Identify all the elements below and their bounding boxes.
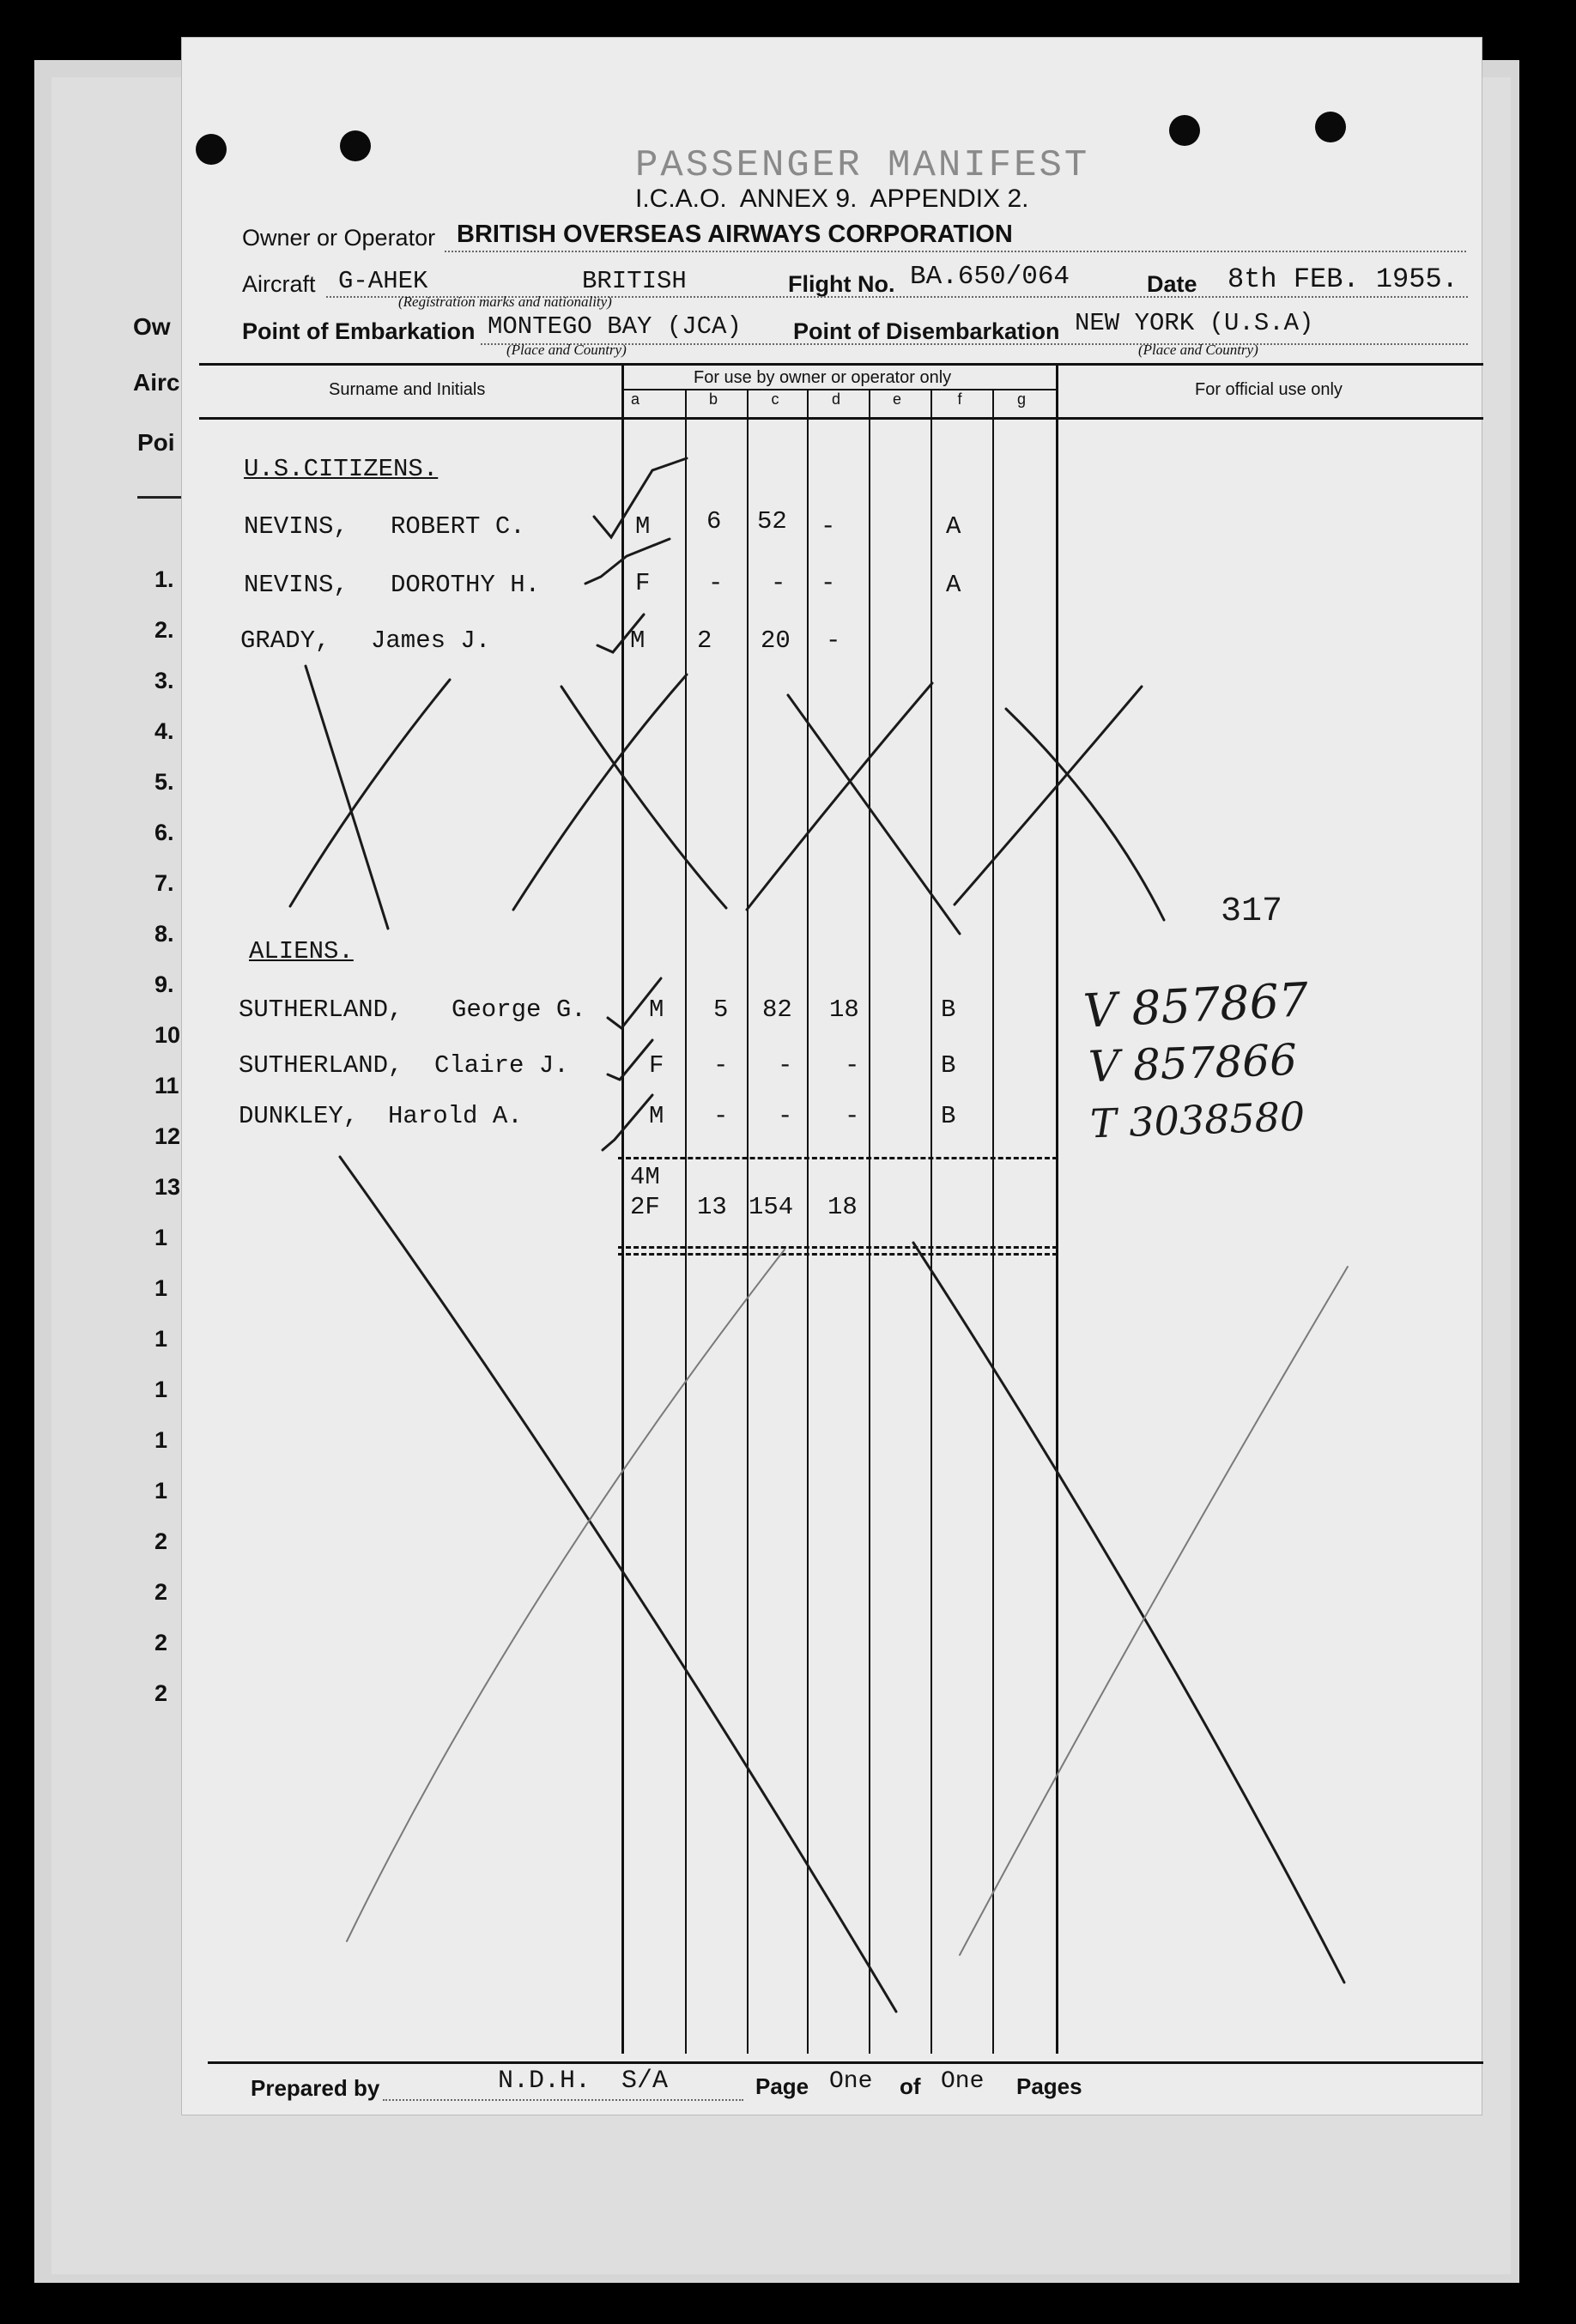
page-value: One	[829, 2068, 873, 2095]
official-note: 317	[1221, 893, 1283, 931]
under-sheet-line-number: 2.	[155, 617, 174, 643]
under-sheet-line-number: 1	[155, 1275, 168, 1301]
under-sheet-line-number: 1	[155, 1225, 168, 1250]
passenger-col-f: B	[941, 1051, 956, 1080]
under-sheet-label-owner: Ow	[133, 313, 171, 340]
official-use-header: For official use only	[1195, 380, 1343, 399]
under-sheet-line-number: 1	[155, 1427, 168, 1453]
passenger-initials: James J.	[371, 626, 491, 655]
under-sheet-label-aircraft: Airc	[133, 369, 180, 396]
total-col-d: 18	[827, 1193, 858, 1221]
under-sheet-line-number: 8.	[155, 921, 174, 947]
total-col-b: 13	[697, 1193, 727, 1221]
column-header-c: c	[771, 390, 779, 408]
passenger-col-c: 82	[762, 996, 792, 1024]
aircraft-label: Aircraft	[242, 271, 316, 297]
embarkation-value: MONTEGO BAY (JCA)	[488, 312, 742, 341]
under-sheet-line-number: 1	[155, 1478, 168, 1504]
date-value: 8th FEB. 1955.	[1227, 263, 1458, 295]
passenger-col-f: A	[946, 512, 961, 541]
under-sheet-line-number: 2	[155, 1630, 168, 1655]
owner-use-header: For use by owner or operator only	[694, 368, 952, 387]
check-mark	[608, 978, 661, 1028]
column-header-e: e	[892, 390, 901, 408]
footer-top-rule	[208, 2061, 1483, 2064]
under-sheet-line-number: 4.	[155, 718, 174, 744]
passenger-col-c: 20	[761, 626, 791, 655]
passenger-col-b: 2	[697, 626, 712, 655]
under-sheet-line-number: 6.	[155, 820, 174, 845]
passenger-col-b: -	[713, 1102, 729, 1130]
column-header-g: g	[1016, 390, 1026, 408]
check-mark	[594, 458, 687, 537]
check-mark	[597, 614, 644, 652]
owner-value: BRITISH OVERSEAS AIRWAYS CORPORATION	[457, 221, 1013, 248]
under-sheet-line-number: 10	[155, 1022, 181, 1048]
flight-label: Flight No.	[788, 271, 895, 297]
of-label: of	[900, 2073, 921, 2099]
surname-header: Surname and Initials	[329, 380, 486, 399]
passenger-surname: SUTHERLAND,	[239, 1051, 403, 1080]
under-sheet-line-number: 9.	[155, 971, 174, 997]
passenger-surname: NEVINS,	[244, 512, 349, 541]
total-col-c: 154	[749, 1193, 794, 1221]
flight-number: BA.650/064	[910, 262, 1070, 292]
passenger-col-d: -	[826, 626, 841, 655]
official-note: V 857867	[1082, 972, 1310, 1038]
under-sheet-line-number: 1	[155, 1326, 168, 1352]
of-value: One	[941, 2068, 985, 2095]
manifest-subtitle: I.C.A.O. ANNEX 9. APPENDIX 2.	[635, 185, 1029, 213]
column-header-d: d	[831, 390, 840, 408]
passenger-col-c: -	[771, 569, 786, 597]
total-females: 2F	[630, 1193, 660, 1221]
passenger-col-d: -	[845, 1051, 860, 1080]
owner-label: Owner or Operator	[242, 225, 436, 251]
under-sheet-line-number: 5.	[155, 769, 174, 795]
passenger-initials: DOROTHY H.	[391, 571, 541, 599]
check-mark	[608, 1040, 652, 1080]
under-sheet-line-number: 2	[155, 1579, 168, 1605]
under-sheet-line-number: 2	[155, 1528, 168, 1554]
group-heading-us-citizens: U.S.CITIZENS.	[244, 455, 439, 483]
column-header-a: a	[630, 390, 639, 408]
aircraft-registration: G-AHEK	[338, 267, 428, 295]
under-sheet-line-number: 11	[155, 1073, 179, 1098]
date-label: Date	[1147, 271, 1197, 297]
passenger-col-c: -	[778, 1051, 793, 1080]
page-label: Page	[755, 2073, 809, 2099]
passenger-col-b: -	[713, 1051, 729, 1080]
passenger-surname: DUNKLEY,	[239, 1102, 359, 1130]
under-sheet-line-number: 13	[155, 1174, 181, 1200]
passenger-sex: M	[635, 512, 651, 541]
check-mark	[603, 1095, 652, 1150]
column-header-b: b	[708, 390, 718, 408]
disembarkation-value: NEW YORK (U.S.A)	[1075, 309, 1314, 337]
passenger-col-d: -	[821, 512, 836, 541]
embarkation-label: Point of Embarkation	[242, 318, 476, 344]
prepared-dotted-line	[383, 2099, 743, 2101]
passenger-col-c: 52	[757, 507, 787, 536]
disembarkation-label: Point of Disembarkation	[793, 318, 1060, 344]
passenger-sex: F	[635, 569, 651, 597]
passenger-col-d: -	[821, 569, 836, 597]
passenger-surname: GRADY,	[240, 626, 330, 655]
passenger-sex: F	[649, 1051, 664, 1080]
disembarkation-note: (Place and Country)	[1138, 342, 1258, 358]
column-header-f: f	[957, 390, 962, 408]
aircraft-note: (Registration marks and nationality)	[398, 294, 612, 310]
total-males: 4M	[630, 1163, 660, 1191]
passenger-sex: M	[649, 1102, 664, 1130]
passenger-sex: M	[649, 996, 664, 1024]
aircraft-nationality: BRITISH	[582, 267, 687, 295]
group-heading-aliens: ALIENS.	[249, 937, 354, 965]
passenger-col-b: 5	[713, 996, 729, 1024]
official-note: T 3038580	[1089, 1092, 1306, 1147]
official-note: V 857866	[1088, 1034, 1298, 1092]
prepared-by-label: Prepared by	[251, 2075, 380, 2101]
prepared-by-value: N.D.H. S/A	[498, 2067, 669, 2096]
passenger-col-b: -	[708, 569, 724, 597]
passenger-col-c: -	[778, 1102, 793, 1130]
passenger-col-b: 6	[706, 507, 722, 536]
manifest-title: PASSENGER MANIFEST	[635, 144, 1090, 187]
under-sheet-line-number: 1.	[155, 566, 174, 592]
passenger-initials: ROBERT C.	[391, 512, 525, 541]
under-sheet-line-number: 3.	[155, 668, 174, 693]
passenger-col-d: 18	[829, 996, 859, 1024]
under-sheet-line-number: 1	[155, 1377, 168, 1402]
check-mark	[585, 539, 670, 584]
passenger-initials: George G.	[452, 996, 586, 1024]
passenger-surname: SUTHERLAND,	[239, 996, 403, 1024]
passenger-initials: Harold A.	[388, 1102, 523, 1130]
under-sheet-line-number: 7.	[155, 870, 174, 896]
passenger-col-d: -	[845, 1102, 860, 1130]
under-sheet-line-number: 12	[155, 1123, 181, 1149]
pages-label: Pages	[1016, 2073, 1082, 2099]
passenger-surname: NEVINS,	[244, 571, 349, 599]
under-sheet-line-number: 2	[155, 1680, 168, 1706]
embarkation-note: (Place and Country)	[506, 342, 627, 358]
under-sheet-label-point: Poi	[137, 429, 175, 456]
passenger-col-f: B	[941, 996, 956, 1024]
passenger-col-f: B	[941, 1102, 956, 1130]
passenger-sex: M	[630, 626, 646, 655]
passenger-col-f: A	[946, 571, 961, 599]
passenger-initials: Claire J.	[434, 1051, 569, 1080]
